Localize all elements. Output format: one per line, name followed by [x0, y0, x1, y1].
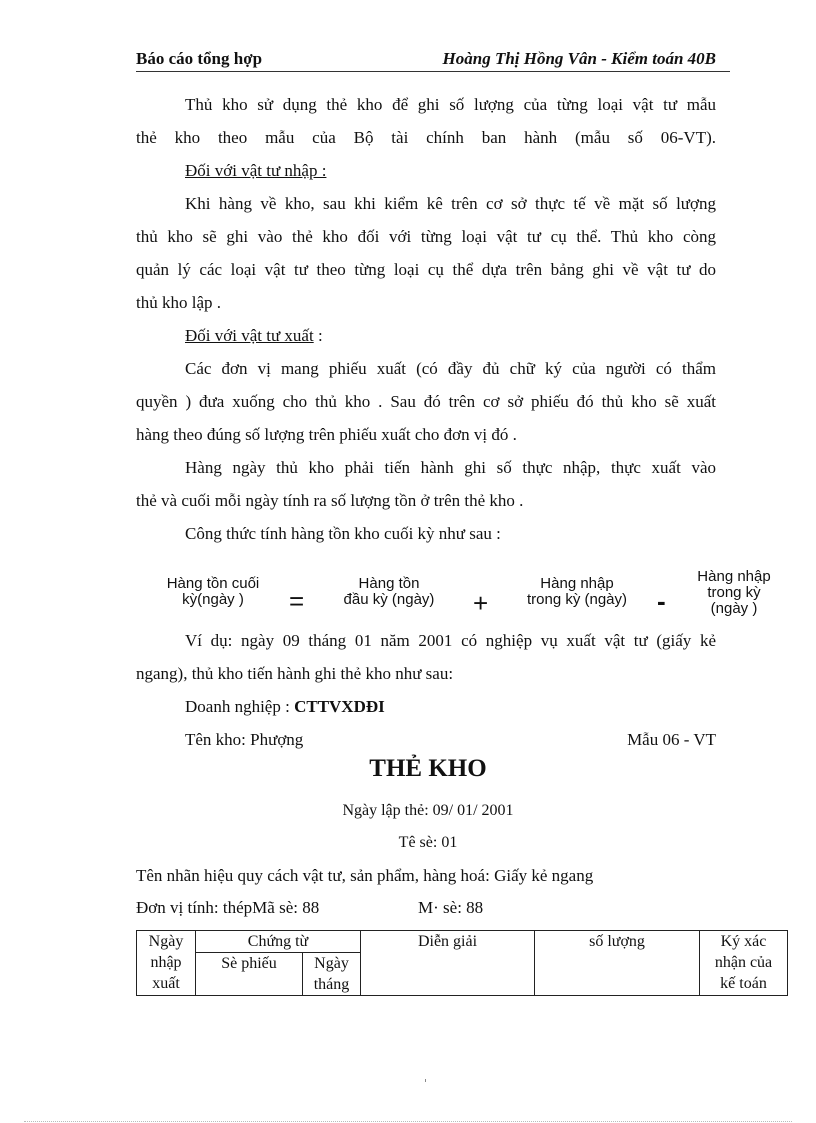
warehouse-line — [136, 723, 716, 756]
text-line: ngang), thủ kho tiến hành ghi thẻ kho như sau: — [136, 664, 454, 683]
col-header-voucher-date — [303, 953, 361, 996]
header-report-title: Báo cáo tổng hợp — [136, 49, 263, 68]
item-name: Tên nhãn hiệu quy cách vật tư, sản phẩm, hàng hoá: Giấy kẻ ngang — [136, 866, 594, 885]
col-header-quantity: số lượng — [535, 931, 700, 996]
text-line: thẻ và cuối mỗi ngày tính ra số lượng tồn ở trên thẻ kho . — [136, 491, 524, 510]
page-mark — [425, 1079, 426, 1082]
text-line: Ví dụ: ngày 09 tháng 01 năm 2001 có nghiệp vụ xuất vật tư (giấy kẻ — [185, 631, 716, 650]
card-title: THẺ KHO — [369, 755, 487, 782]
col-header-voucher-number: Sè phiếu — [196, 953, 303, 996]
warehouse-name: Tên kho: Phượng — [185, 730, 304, 749]
equals-sign: = — [289, 586, 305, 616]
formula-text: trong kỳ — [707, 584, 761, 601]
text-line: Thủ kho sử dụng thẻ kho để ghi số lượng của từng loại vật tư mẫu — [185, 95, 716, 114]
formula-text: đầu kỳ (ngày) — [343, 591, 435, 608]
heading-export — [136, 319, 716, 352]
item-code: M· sè: 88 — [418, 898, 484, 917]
heading-export-text: Đối với vật tư xuất — [185, 326, 314, 345]
text-line: Khi hàng về kho, sau khi kiểm kê trên cơ sở thực tế về mặt số lượng — [185, 194, 716, 213]
minus-sign: - — [657, 586, 666, 616]
paragraph-intro — [136, 88, 716, 550]
header-text: Ngày — [314, 955, 349, 972]
text-line: thủ kho lập . — [136, 293, 221, 312]
formula-text: Hàng tồn — [358, 575, 420, 592]
text-line: Các đơn vị mang phiếu xuất (có đầy đủ chữ ký của người có thẩm — [185, 359, 716, 378]
formula-text: trong kỳ (ngày) — [526, 591, 628, 608]
formula-term-ending — [148, 576, 278, 608]
paragraph-example — [136, 624, 716, 756]
card-sheet-number: Tê sè: 01 — [398, 834, 458, 851]
heading-export-colon: : — [313, 326, 323, 345]
unit-line: Đơn vị tính: thépMã sè: 88 — [136, 898, 320, 917]
page-header — [136, 49, 730, 72]
formula-text: kỳ(ngày ) — [182, 591, 244, 608]
text-line: quyền ) đưa xuống cho thủ kho . Sau đó trên cơ sở phiếu đó thủ kho sẽ xuất — [136, 392, 716, 411]
header-text: xuất — [152, 975, 180, 992]
stock-card-table — [136, 930, 788, 996]
header-text: tháng — [313, 976, 350, 993]
plus-sign: + — [473, 588, 489, 618]
heading-import — [136, 154, 716, 187]
page-bottom-divider — [24, 1121, 792, 1122]
company-line — [136, 690, 716, 723]
formula-term-opening — [328, 576, 450, 608]
header-text: nhận của — [714, 954, 773, 971]
text-line: Công thức tính hàng tồn kho cuối kỳ như sau : — [185, 524, 501, 543]
formula-term-imported — [512, 576, 642, 608]
header-text: Ngày — [148, 933, 184, 950]
col-header-accountant-sign — [700, 931, 788, 996]
formula-term-exported — [684, 569, 784, 617]
company-value: CTTVXDĐI — [294, 697, 385, 716]
header-text: nhập — [150, 954, 182, 971]
text-line: Hàng ngày thủ kho phải tiến hành ghi số thực nhập, thực xuất vào — [185, 458, 716, 477]
formula-text: (ngày ) — [710, 600, 758, 617]
col-header-date — [137, 931, 196, 996]
col-header-voucher: Chứng từ — [196, 931, 361, 953]
company-label: Doanh nghiệp : — [185, 697, 295, 716]
formula-text: Hàng tồn cuối — [166, 575, 260, 592]
header-text: Ký xác — [720, 933, 767, 950]
text-line: thẻ kho theo mẫu của Bộ tài chính ban hành (mẫu số 06-VT). — [136, 128, 716, 147]
header-text: kế toán — [720, 975, 767, 992]
heading-import-text: Đối với vật tư nhập : — [185, 161, 327, 180]
text-line: quản lý các loại vật tư theo từng loại cụ thể dựa trên bảng ghi về vật tư do — [136, 260, 716, 279]
header-author: Hoàng Thị Hồng Vân - Kiểm toán 40B — [442, 49, 716, 68]
col-header-description: Diễn giải — [361, 931, 535, 996]
card-date: Ngày lập thẻ: 09/ 01/ 2001 — [342, 802, 514, 819]
form-code: Mẫu 06 - VT — [627, 730, 716, 749]
text-line: thủ kho sẽ ghi vào thẻ kho đối với từng loại vật tư cụ thể. Thủ kho còng — [136, 227, 716, 246]
formula-text: Hàng nhập — [697, 568, 771, 585]
formula-text: Hàng nhập — [540, 575, 614, 592]
text-line: hàng theo đúng số lượng trên phiếu xuất cho đơn vị đó . — [136, 425, 517, 444]
